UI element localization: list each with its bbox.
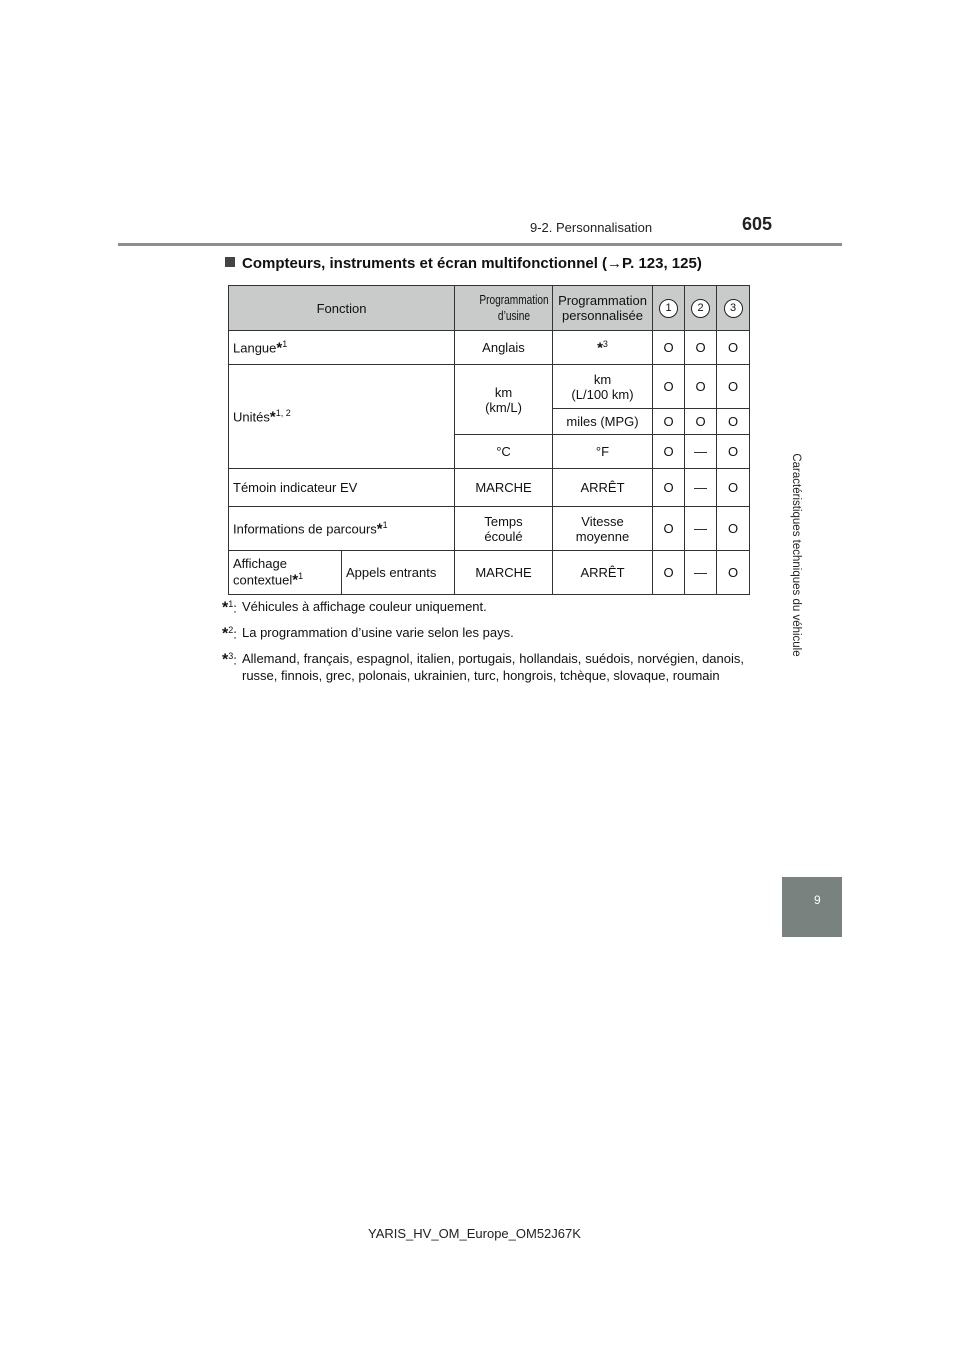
cell-c2: — [685, 469, 717, 507]
default-value: Temps écoulé [455, 507, 553, 551]
custom-value: °F [553, 435, 653, 469]
row-label: Affichage contextuel*$^1$ [229, 551, 342, 595]
cell-c1: O [653, 331, 685, 365]
section-title-text: Compteurs, instruments et écran multifonctionnel (→P. 123, 125) [242, 255, 702, 272]
table-row [229, 331, 750, 365]
default-value: MARCHE [455, 469, 553, 507]
cell-c1: O [653, 365, 685, 409]
header-col2 [685, 286, 717, 331]
cell-c2: O [685, 409, 717, 435]
row-label: Langue*$^1$ [229, 331, 455, 365]
table-row [229, 507, 750, 551]
cell-c3: O [717, 551, 750, 595]
circled-2-icon: 2 [691, 299, 710, 318]
chapter-number: 9 [814, 893, 821, 907]
cell-c3: O [717, 507, 750, 551]
cell-c1: O [653, 469, 685, 507]
footnote: *$^2$: La programmation d’usine varie selon les pays. [222, 625, 514, 643]
default-value: Anglais [455, 331, 553, 365]
cell-c3: O [717, 331, 750, 365]
document-footer: YARIS_HV_OM_Europe_OM52J67K [368, 1226, 581, 1241]
square-bullet-icon [225, 257, 235, 267]
custom-value: ARRÊT [553, 551, 653, 595]
custom-value: Vitesse moyenne [553, 507, 653, 551]
header-col1 [653, 286, 685, 331]
header-custom: Programmation personnalisée [553, 286, 653, 331]
circled-3-icon: 3 [724, 299, 743, 318]
header-fonction: Fonction [229, 286, 455, 331]
row-label: Informations de parcours*$^1$ [229, 507, 455, 551]
default-value: °C [455, 435, 553, 469]
cell-c3: O [717, 469, 750, 507]
header-col3 [717, 286, 750, 331]
cell-c2: O [685, 365, 717, 409]
custom-value: ARRÊT [553, 469, 653, 507]
custom-value: *$^3$ [553, 331, 653, 365]
table-row [229, 551, 750, 595]
chapter-title-text: Caractéristiques techniques du véhicule [790, 453, 802, 657]
cell-c2: O [685, 331, 717, 365]
settings-table [228, 285, 750, 595]
custom-value: miles (MPG) [553, 409, 653, 435]
table-header-row [229, 286, 750, 331]
cell-c1: O [653, 507, 685, 551]
section-title [225, 255, 702, 272]
custom-value: km (L/100 km) [553, 365, 653, 409]
footnote: *$^1$: Véhicules à affichage couleur uniquement. [222, 599, 487, 617]
footnote: *$^3$: Allemand, français, espagnol, italien, portugais, hollandais, suédois, norvégien, danois, russe, finnois, grec, polonais, ukrainien, turc, hongrois, tchèque, slovaque, roumain [222, 651, 744, 683]
cell-c3: O [717, 365, 750, 409]
header-default: Programmation d’usine [455, 286, 553, 331]
row-sublabel: Appels entrants [342, 551, 455, 595]
page-number: 605 [742, 214, 773, 234]
cell-c3: O [717, 435, 750, 469]
row-label: Unités*$^{1, 2}$ [229, 365, 455, 469]
cell-c2: — [685, 551, 717, 595]
chapter-tab [782, 877, 842, 937]
default-value: MARCHE [455, 551, 553, 595]
table-row [229, 365, 750, 409]
default-value: km (km/L) [455, 365, 553, 435]
cell-c1: O [653, 409, 685, 435]
footnotes [222, 598, 744, 693]
section-header: 9-2. Personnalisation [530, 220, 653, 235]
cell-c1: O [653, 551, 685, 595]
table-row [229, 469, 750, 507]
row-label: Témoin indicateur EV [229, 469, 455, 507]
header-divider [118, 243, 842, 246]
cell-c1: O [653, 435, 685, 469]
circled-1-icon: 1 [659, 299, 678, 318]
cell-c3: O [717, 409, 750, 435]
cell-c2: — [685, 435, 717, 469]
cell-c2: — [685, 507, 717, 551]
